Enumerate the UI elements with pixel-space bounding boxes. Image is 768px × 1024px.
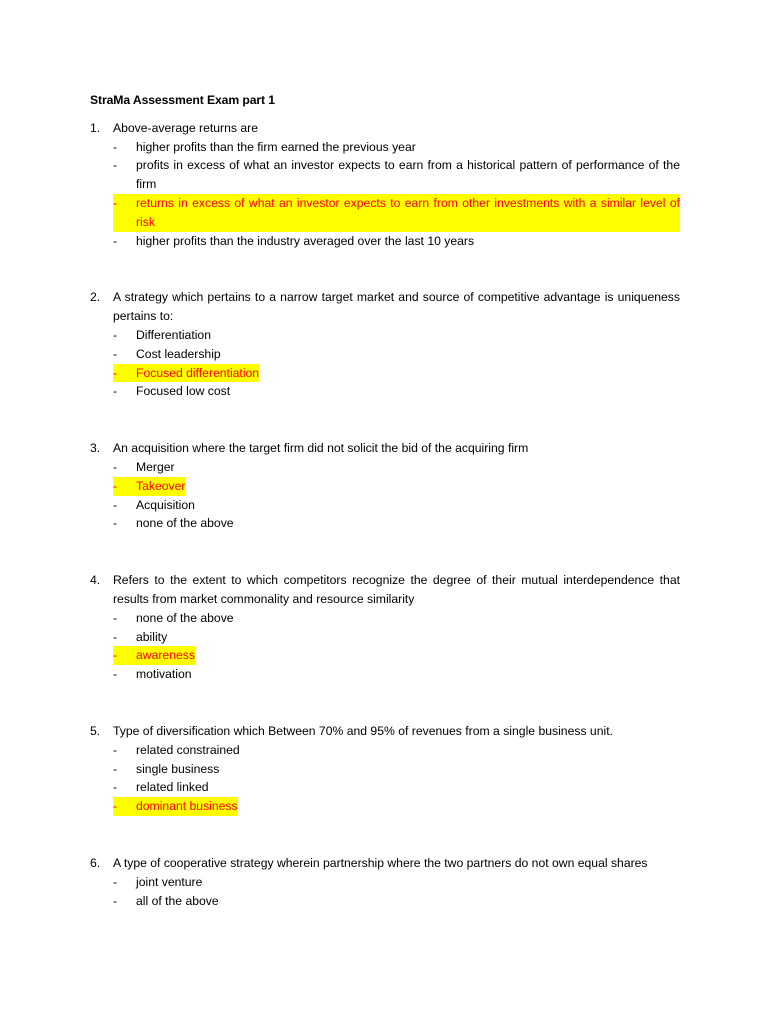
question-text: A strategy which pertains to a narrow target market and source of competitive advantage is uniqueness pertains to: [113, 290, 680, 324]
question-1 [90, 119, 680, 251]
bullet-dash: - [113, 742, 118, 757]
option [113, 665, 680, 684]
question-text: An acquisition where the target firm did not solicit the bid of the acquiring firm [113, 441, 529, 456]
bullet-dash: - [113, 761, 118, 776]
highlighted-answer-text: Focused differentiation [136, 364, 259, 383]
question-5 [90, 722, 680, 816]
bullet-dash: - [113, 797, 136, 816]
option-text: all of the above [136, 893, 219, 908]
question-4 [90, 571, 680, 684]
correct-answer-option [113, 194, 680, 232]
option [113, 892, 680, 911]
question-number: 6. [90, 855, 101, 870]
exam-document [90, 91, 680, 910]
bullet-dash: - [113, 364, 136, 383]
bullet-dash: - [113, 516, 118, 531]
option-text: motivation [136, 667, 192, 682]
option-text: none of the above [136, 516, 234, 531]
correct-answer-option [113, 364, 680, 383]
question-text: A type of cooperative strategy wherein partnership where the two partners do not own equal shares [113, 855, 648, 870]
correct-answer-option [113, 477, 680, 496]
highlighted-answer-text: awareness [136, 646, 195, 665]
bullet-dash: - [113, 646, 136, 665]
option-text: Differentiation [136, 327, 211, 342]
option [113, 873, 680, 892]
highlighted-answer-text: dominant business [136, 797, 238, 816]
option-list [90, 326, 680, 401]
option-text: higher profits than the firm earned the previous year [136, 139, 416, 154]
question-3 [90, 439, 680, 533]
question-2 [90, 288, 680, 401]
option [113, 232, 680, 251]
bullet-dash: - [113, 384, 118, 399]
option-list [90, 458, 680, 533]
highlighted-answer-text: Takeover [136, 477, 185, 496]
option-text: related constrained [136, 742, 240, 757]
question-number: 1. [90, 120, 101, 135]
bullet-dash: - [113, 139, 118, 154]
bullet-dash: - [113, 346, 118, 361]
question-number: 4. [90, 573, 101, 588]
option [113, 760, 680, 779]
correct-answer-option [113, 797, 680, 816]
bullet-dash: - [113, 327, 118, 342]
option [113, 628, 680, 647]
bullet-dash: - [113, 629, 118, 644]
option-text: joint venture [136, 874, 203, 889]
option [113, 514, 680, 533]
option-text: higher profits than the industry averaged over the last 10 years [136, 233, 475, 248]
bullet-dash: - [113, 194, 136, 232]
question-text: Above-average returns are [113, 120, 258, 135]
option [113, 609, 680, 628]
question-6 [90, 854, 680, 910]
question-text: Type of diversification which Between 70% and 95% of revenues from a single business unit. [113, 723, 613, 738]
option-text: ability [136, 629, 168, 644]
option [113, 382, 680, 401]
option-text: Acquisition [136, 497, 195, 512]
bullet-dash: - [113, 233, 118, 248]
option-list [90, 609, 680, 684]
bullet-dash: - [113, 459, 118, 474]
question-number: 2. [90, 290, 101, 305]
option [113, 326, 680, 345]
option [113, 345, 680, 364]
option-text: Cost leadership [136, 346, 221, 361]
option-list [90, 138, 680, 251]
option-text: profits in excess of what an investor expects to earn from a historical pattern of performance of the firm [136, 158, 680, 192]
bullet-dash: - [113, 158, 118, 173]
bullet-dash: - [113, 874, 118, 889]
bullet-dash: - [113, 780, 118, 795]
question-number: 5. [90, 723, 101, 738]
option [113, 778, 680, 797]
option-list [90, 873, 680, 911]
option-text: single business [136, 761, 220, 776]
option [113, 138, 680, 157]
highlighted-answer-text: returns in excess of what an investor expects to earn from other investments with a similar level of risk [136, 194, 680, 232]
option [113, 741, 680, 760]
option-text: related linked [136, 780, 209, 795]
bullet-dash: - [113, 610, 118, 625]
bullet-dash: - [113, 497, 118, 512]
option-text: none of the above [136, 610, 234, 625]
option [113, 458, 680, 477]
question-number: 3. [90, 441, 101, 456]
bullet-dash: - [113, 893, 118, 908]
option [113, 156, 680, 194]
question-text: Refers to the extent to which competitors recognize the degree of their mutual interdependence that results from market commonality and resource similarity [113, 573, 680, 606]
correct-answer-option [113, 646, 680, 665]
bullet-dash: - [113, 667, 118, 682]
option [113, 496, 680, 515]
option-text: Focused low cost [136, 384, 231, 399]
bullet-dash: - [113, 477, 136, 496]
option-list [90, 741, 680, 816]
option-text: Merger [136, 459, 175, 474]
document-title: StraMa Assessment Exam part 1 [90, 93, 275, 107]
